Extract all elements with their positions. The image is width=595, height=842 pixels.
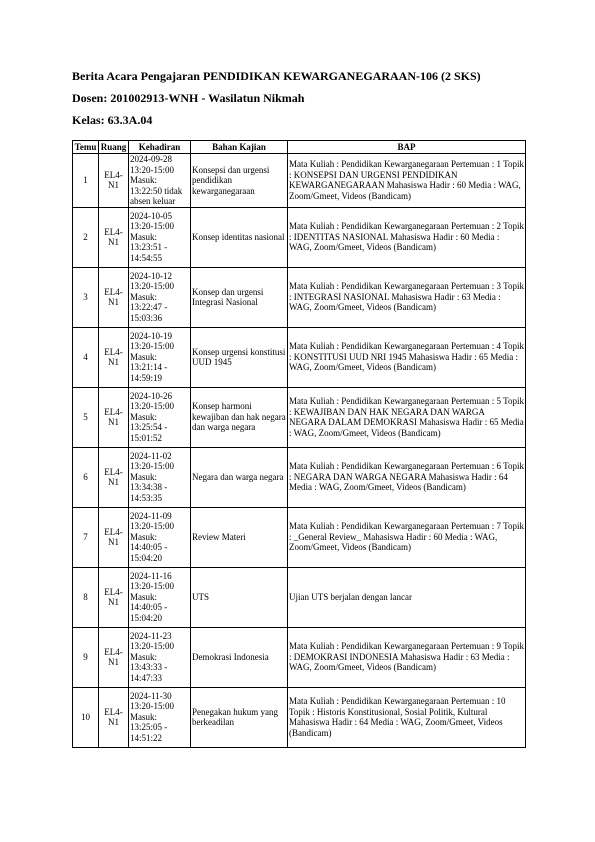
attendance-table (72, 140, 526, 748)
document-header (72, 70, 481, 136)
cell-kehadiran: 2024-11-30 13:20-15:00 Masuk: 13:25:05 - 14:51:22 (129, 687, 191, 747)
cell-bahan-kajian: Konsep dan urgensi Integrasi Nasional (191, 267, 288, 327)
cell-bahan-kajian: Penegakan hukum yang berkeadilan (191, 687, 288, 747)
cell-ruang: EL4-N1 (99, 507, 129, 567)
cell-kehadiran: 2024-11-16 13:20-15:00 Masuk: 14:40:05 - 15:04:20 (129, 567, 191, 627)
cell-ruang: EL4-N1 (99, 207, 129, 267)
cell-kehadiran: 2024-10-05 13:20-15:00 Masuk: 13:23:51 - 14:54:55 (129, 207, 191, 267)
lecturer-line: Dosen: 201002913-WNH - Wasilatun Nikmah (72, 91, 305, 105)
cell-bahan-kajian: Konsep harmoni kewajiban dan hak negara dan warga negara (191, 387, 288, 447)
cell-temu: 2 (73, 207, 99, 267)
cell-ruang: EL4-N1 (99, 687, 129, 747)
document-title: Berita Acara Pengajaran PENDIDIKAN KEWARGANEGARAAN-106 (2 SKS) (72, 69, 481, 83)
header-kehadiran: Kehadiran (129, 141, 191, 154)
cell-temu: 3 (73, 267, 99, 327)
cell-bap: Mata Kuliah : Pendidikan Kewarganegaraan Pertemuan : 1 Topik : KONSEPSI DAN URGENSI PENDIDIKAN KEWARGANEGARAAN Mahasiswa Hadir : 60 Media : WAG, Zoom/Gmeet, Videos (Bandicam) (288, 154, 526, 208)
cell-ruang: EL4-N1 (99, 387, 129, 447)
cell-bahan-kajian: Negara dan warga negara (191, 447, 288, 507)
cell-kehadiran: 2024-10-19 13:20-15:00 Masuk: 13:21:14 - 14:59:19 (129, 327, 191, 387)
cell-bahan-kajian: Demokrasi Indonesia (191, 627, 288, 687)
cell-kehadiran: 2024-11-09 13:20-15:00 Masuk: 14:40:05 - 15:04:20 (129, 507, 191, 567)
cell-ruang: EL4-N1 (99, 627, 129, 687)
cell-ruang: EL4-N1 (99, 154, 129, 208)
cell-ruang: EL4-N1 (99, 267, 129, 327)
table-row (73, 327, 526, 387)
cell-temu: 8 (73, 567, 99, 627)
class-line: Kelas: 63.3A.04 (72, 113, 153, 127)
cell-bap: Mata Kuliah : Pendidikan Kewarganegaraan Pertemuan : 2 Topik : IDENTITAS NASIONAL Mahasiswa Hadir : 60 Media : WAG, Zoom/Gmeet, Videos (Bandicam) (288, 207, 526, 267)
cell-bap: Mata Kuliah : Pendidikan Kewarganegaraan Pertemuan : 3 Topik : INTEGRASI NASIONAL Mahasiswa Hadir : 63 Media : WAG, Zoom/Gmeet, Videos (Bandicam) (288, 267, 526, 327)
table-header-row (73, 141, 526, 154)
cell-kehadiran: 2024-09-28 13:20-15:00 Masuk: 13:22:50 tidak absen keluar (129, 154, 191, 208)
cell-bap: Mata Kuliah : Pendidikan Kewarganegaraan Pertemuan : 6 Topik : NEGARA DAN WARGA NEGARA Mahasiswa Hadir : 64 Media : WAG, Zoom/Gmeet, Videos (Bandicam) (288, 447, 526, 507)
table-row (73, 207, 526, 267)
cell-kehadiran: 2024-11-02 13:20-15:00 Masuk: 13:34:38 - 14:53:35 (129, 447, 191, 507)
cell-temu: 7 (73, 507, 99, 567)
table-row (73, 507, 526, 567)
cell-kehadiran: 2024-10-12 13:20-15:00 Masuk: 13:22:47 - 15:03:36 (129, 267, 191, 327)
table-row (73, 154, 526, 208)
cell-temu: 5 (73, 387, 99, 447)
cell-bahan-kajian: UTS (191, 567, 288, 627)
header-ruang: Ruang (99, 141, 129, 154)
table-row (73, 267, 526, 327)
header-bahan-kajian: Bahan Kajian (191, 141, 288, 154)
table-row (73, 447, 526, 507)
cell-temu: 6 (73, 447, 99, 507)
cell-bahan-kajian: Konsep identitas nasional (191, 207, 288, 267)
cell-temu: 9 (73, 627, 99, 687)
table-row (73, 567, 526, 627)
cell-bap: Mata Kuliah : Pendidikan Kewarganegaraan Pertemuan : 10 Topik : Historis Konstitusional, Sosial Politik, Kultural Mahasiswa Hadir : 64 Media : WAG, Zoom/Gmeet, Videos (Bandicam) (288, 687, 526, 747)
table-row (73, 627, 526, 687)
cell-bahan-kajian: Konsep urgensi konstitusi UUD 1945 (191, 327, 288, 387)
cell-ruang: EL4-N1 (99, 327, 129, 387)
cell-bap: Mata Kuliah : Pendidikan Kewarganegaraan Pertemuan : 5 Topik : KEWAJIBAN DAN HAK NEGARA DAN WARGA NEGARA DALAM DEMOKRASI Mahasiswa Hadir : 65 Media : WAG, Zoom/Gmeet, Videos (Bandicam) (288, 387, 526, 447)
cell-kehadiran: 2024-10-26 13:20-15:00 Masuk: 13:25:54 - 15:01:52 (129, 387, 191, 447)
cell-temu: 1 (73, 154, 99, 208)
cell-bap: Mata Kuliah : Pendidikan Kewarganegaraan Pertemuan : 7 Topik : _General Review_ Mahasiswa Hadir : 60 Media : WAG, Zoom/Gmeet, Videos (Bandicam) (288, 507, 526, 567)
cell-ruang: EL4-N1 (99, 567, 129, 627)
table-row (73, 687, 526, 747)
cell-temu: 10 (73, 687, 99, 747)
cell-bap: Ujian UTS berjalan dengan lancar (288, 567, 526, 627)
cell-bahan-kajian: Konsepsi dan urgensi pendidikan kewarganegaraan (191, 154, 288, 208)
cell-bap: Mata Kuliah : Pendidikan Kewarganegaraan Pertemuan : 9 Topik : DEMOKRASI INDONESIA Mahasiswa Hadir : 63 Media : WAG, Zoom/Gmeet, Videos (Bandicam) (288, 627, 526, 687)
cell-kehadiran: 2024-11-23 13:20-15:00 Masuk: 13:43:33 - 14:47:33 (129, 627, 191, 687)
table-row (73, 387, 526, 447)
header-bap: BAP (288, 141, 526, 154)
header-temu: Temu (73, 141, 99, 154)
cell-temu: 4 (73, 327, 99, 387)
cell-bahan-kajian: Review Materi (191, 507, 288, 567)
cell-ruang: EL4-N1 (99, 447, 129, 507)
cell-bap: Mata Kuliah : Pendidikan Kewarganegaraan Pertemuan : 4 Topik : KONSTITUSI UUD NRI 1945 Mahasiswa Hadir : 65 Media : WAG, Zoom/Gmeet, Videos (Bandicam) (288, 327, 526, 387)
